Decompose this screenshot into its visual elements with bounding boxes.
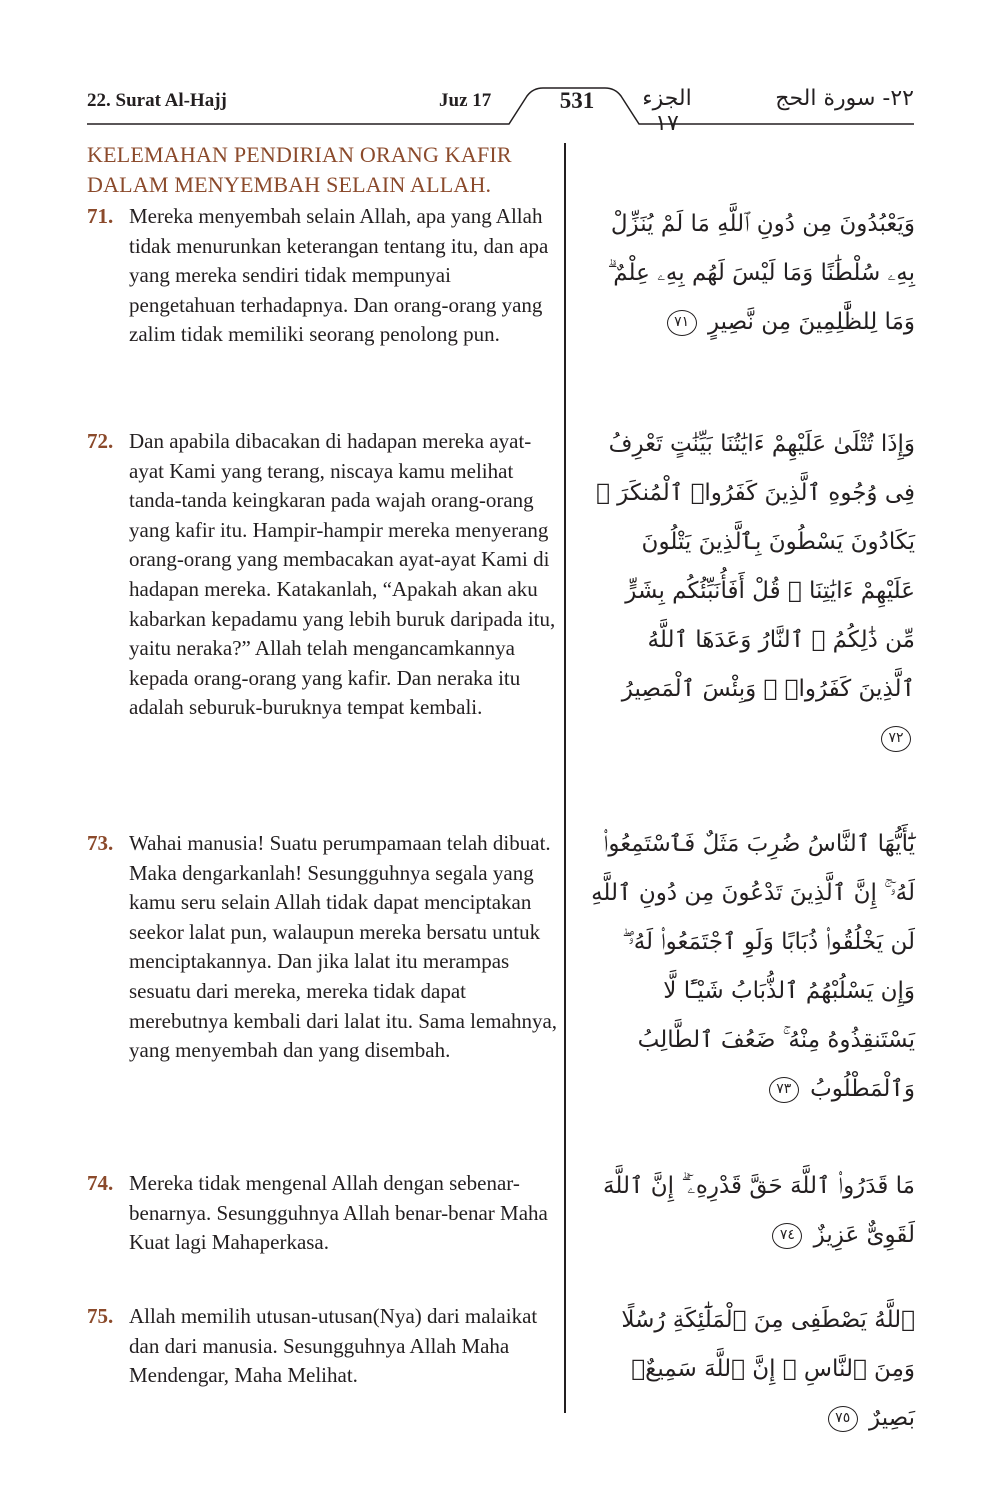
- verse-translation: Wahai manusia! Suatu perumpamaan telah dibuat. Maka dengarkanlah! Sesungguhnya segala yang kamu seru selain Allah tidak dapat menciptakan seekor lalat pun, walaupun mereka bersatu untuk menciptakannya. Dan jika lalat itu merampas sesuatu dari mereka, mereka tidak dapat merebutnya kembali dari lalat itu. Sama lemahnya, yang menyembah dan yang disembah.: [129, 831, 558, 1063]
- juz-label-latin: Juz 17: [439, 90, 492, 111]
- arabic-verse-74: [590, 1162, 915, 1260]
- verse-number: 73.: [87, 831, 114, 855]
- verse-translation: Dan apabila dibacakan di hadapan mereka ayat-ayat Kami yang terang, niscaya kamu melihat tanda-tanda keingkaran pada wajah orang-orang yang kafir itu. Hampir-hampir mereka menyerang orang-orang yang membacakan ayat-ayat Kami di hadapan mereka. Katakanlah, “Apakah akan aku kabarkan kepadamu yang lebih buruk daripada itu, yaitu neraka?” Allah telah mengancamkannya kepada orang-orang yang kafir. Dan neraka itu adalah seburuk-buruknya tempat kembali.: [129, 429, 556, 720]
- arabic-text: وَيَعْبُدُونَ مِن دُونِ ٱللَّهِ مَا لَمْ يُنَزِّلْ بِهِۦ سُلْطَٰنًا وَمَا لَيْسَ لَهُم بِهِۦ عِلْمٌ ۗ وَمَا لِلظَّٰلِمِينَ مِن نَّصِيرٍ: [607, 211, 915, 335]
- verse-translation: Allah memilih utusan-utusan(Nya) dari malaikat dan dari manusia. Sesungguhnya Allah Maha Mendengar, Maha Melihat.: [129, 1304, 538, 1388]
- section-title: KELEMAHAN PENDIRIAN ORANG KAFIR DALAM MENYEMBAH SELAIN ALLAH.: [87, 142, 512, 197]
- surah-title-arabic: ٢٢- سورة الحج: [775, 86, 914, 111]
- verse-translation: Mereka menyembah selain Allah, apa yang Allah tidak menurunkan keterangan tentang itu, dan apa yang mereka sendiri tidak mempunyai pengetahuan terhadapnya. Dan orang-orang yang zalim tidak memiliki seorang penolong pun.: [129, 204, 549, 347]
- verse-number: 75.: [87, 1304, 114, 1328]
- verse-translation: Mereka tidak mengenal Allah dengan sebenar-benarnya. Sesungguhnya Allah benar-benar Maha Kuat lagi Mahaperkasa.: [129, 1171, 548, 1255]
- arabic-text: مَا قَدَرُوا۟ ٱللَّهَ حَقَّ قَدْرِهِۦٓ ۗ إِنَّ ٱللَّهَ لَقَوِىٌّ عَزِيزٌ: [603, 1173, 915, 1248]
- verse-number: 71.: [87, 204, 114, 228]
- arabic-text: يَٰٓأَيُّهَا ٱلنَّاسُ ضُرِبَ مَثَلٌ فَٱسْتَمِعُوا۟ لَهُۥٓ ۚ إِنَّ ٱلَّذِينَ تَدْعُونَ مِن دُونِ ٱللَّهِ لَن يَخْلُقُوا۟ ذُبَابًا وَلَوِ ٱجْتَمَعُوا۟ لَهُۥ ۖ وَإِن يَسْلُبْهُمُ ٱلذُّبَابُ شَيْـًٔا لَّا يَسْتَنقِذُوهُ مِنْهُ ۚ ضَعُفَ ٱلطَّالِبُ وَٱلْمَطْلُوبُ: [591, 831, 915, 1102]
- ayah-marker-icon: ٧٤: [772, 1223, 802, 1249]
- verse-number: 74.: [87, 1171, 114, 1195]
- arabic-verse-75: [590, 1296, 915, 1443]
- juz-label-arabic: الجزء ١٧: [642, 86, 692, 136]
- ayah-marker-icon: ٧٥: [828, 1406, 858, 1432]
- ayah-marker-icon: ٧١: [667, 310, 697, 336]
- arabic-verse-73: [590, 820, 915, 1114]
- ayah-marker-icon: ٧٢: [881, 726, 911, 752]
- arabic-text: ٱللَّهُ يَصْطَفِى مِنَ ٱلْمَلَٰٓئِكَةِ رُسُلًا وَمِنَ ٱلنَّاسِ ۚ إِنَّ ٱللَّهَ سَمِيعٌۢ بَصِيرٌ: [621, 1307, 915, 1431]
- verse-number: 72.: [87, 429, 114, 453]
- arabic-verse-72: [590, 420, 915, 763]
- surah-title-latin: 22. Surat Al-Hajj: [87, 90, 227, 111]
- page-number: 531: [559, 88, 595, 113]
- page-header: [87, 86, 914, 136]
- arabic-text: وَإِذَا تُتْلَىٰ عَلَيْهِمْ ءَايَٰتُنَا بَيِّنَٰتٍ تَعْرِفُ فِى وُجُوهِ ٱلَّذِينَ كَفَرُوا۟ ٱلْمُنكَرَ ۖ يَكَادُونَ يَسْطُونَ بِٱلَّذِينَ يَتْلُونَ عَلَيْهِمْ ءَايَٰتِنَا ۗ قُلْ أَفَأُنَبِّئُكُم بِشَرٍّ مِّن ذَٰلِكُمُ ۗ ٱلنَّارُ وَعَدَهَا ٱللَّهُ ٱلَّذِينَ كَفَرُوا۟ ۖ وَبِئْسَ ٱلْمَصِيرُ: [596, 431, 915, 702]
- ayah-marker-icon: ٧٣: [769, 1077, 799, 1103]
- arabic-verse-71: [590, 200, 915, 347]
- column-divider: [564, 143, 566, 1413]
